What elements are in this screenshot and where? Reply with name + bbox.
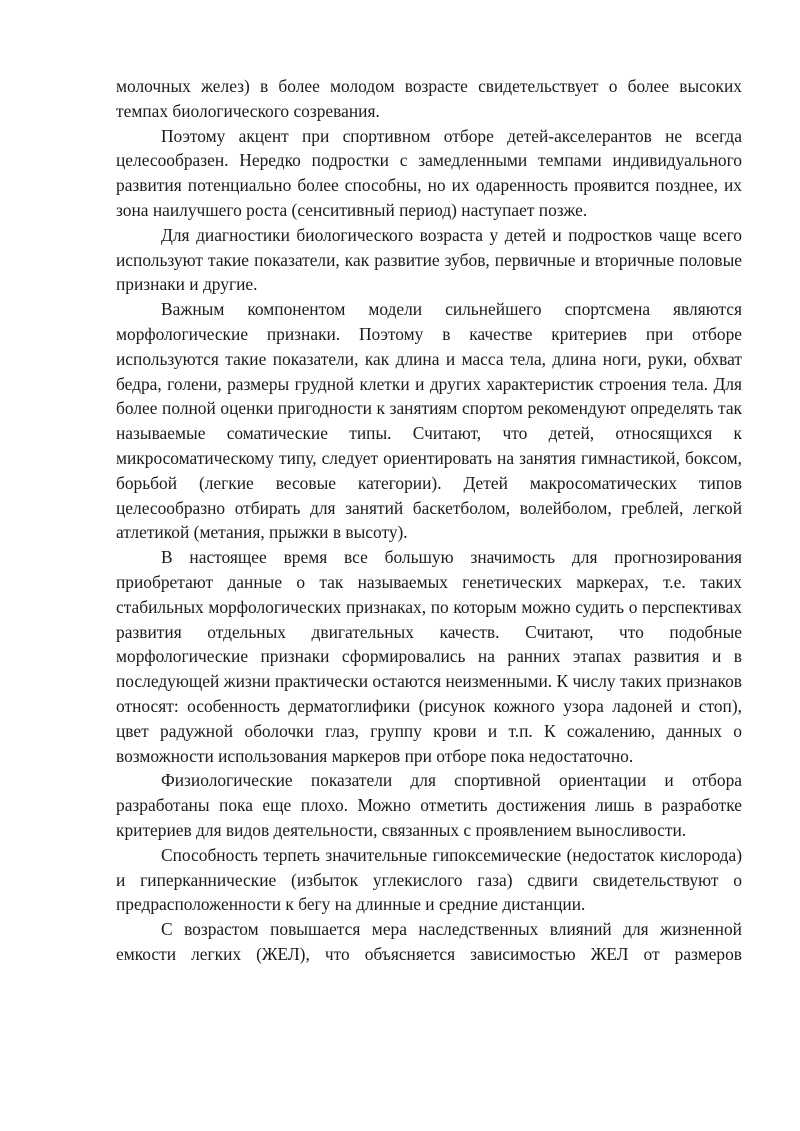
- paragraph-biological-age: Для диагностики биологического возраста у детей и подростков чаще всего используют такие показатели, как развитие зубов, первичные и вторичные половые признаки и другие.: [116, 224, 742, 295]
- paragraph-physiological-indicators: Физиологические показатели для спортивной ориентации и отбора разработаны пока еще плохо. Можно отметить достижения лишь в разработке критериев для видов деятельности, связанных с проявлением выносливости.: [116, 770, 742, 840]
- paragraph-lung-capacity: С возрастом повышается мера наследственных влияний для жизненной емкости легких (ЖЕЛ), что объясняется зависимостью ЖЕЛ от размеров: [116, 919, 742, 964]
- paragraph-morphological-signs: Важным компонентом модели сильнейшего спортсмена являются морфологические признаки. Поэтому в качестве критериев при отборе используются такие показатели, как длина и масса тела, длина ноги, руки, обхват бедра, голени, размеры грудной клетки и других характеристик строения тела. Для более полной оценки пригодности к занятиям спортом рекомендуют определять так называемые соматические типы. Считают, что детей, относящихся к микросоматическому типу, следует ориентировать на занятия гимнастикой, боксом, борьбой (легкие весовые категории). Детей макросоматических типов целесообразно отбирать для занятий баскетболом, волейболом, греблей, легкой атлетикой (метания, прыжки в высоту).: [116, 299, 742, 543]
- paragraph-genetic-markers: В настоящее время все большую значимость для прогнозирования приобретают данные о так называемых генетических маркерах, т.е. таких стабильных морфологических признаках, по которым можно судить о перспективах развития отдельных двигательных качеств. Считают, что подобные морфологические признаки сформировались на ранних этапах развития и в последующей жизни практически остаются неизменными. К числу таких признаков относят: особенность дерматоглифики (рисунок кожного узора ладоней и стоп), цвет радужной оболочки глаз, группу крови и т.п. К сожалению, данных о возможности использования маркеров при отборе пока недостаточно.: [116, 547, 742, 766]
- paragraph-hypoxemic-tolerance: Способность терпеть значительные гипоксемические (недостаток кислорода) и гиперканнические (избыток углекислого газа) сдвиги свидетельствуют о предрасположенности к бегу на длинные и средние дистанции.: [116, 844, 742, 915]
- paragraph-continuation: молочных желез) в более молодом возрасте свидетельствует о более высоких темпах биологического созревания.: [116, 76, 742, 121]
- paragraph-accelerants: Поэтому акцент при спортивном отборе детей-акселерантов не всегда целесообразен. Нередко подростки с замедленными темпами индивидуального развития потенциально более способны, но их одаренность проявится позднее, их зона наилучшего роста (сенситивный период) наступает позже.: [116, 125, 742, 220]
- document-page: [116, 74, 742, 967]
